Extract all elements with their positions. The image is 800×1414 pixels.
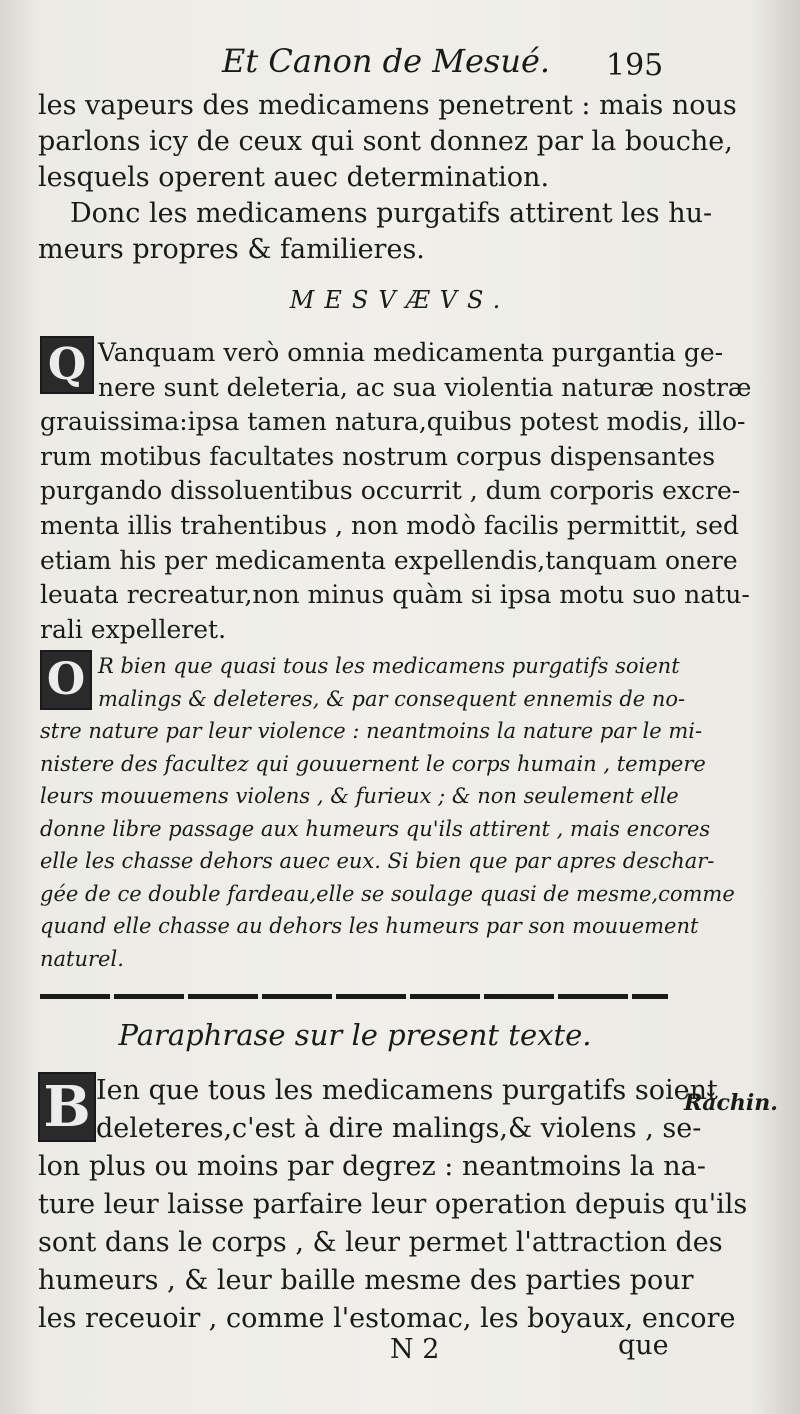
running-head	[0, 42, 800, 86]
text-line: sont dans le corps , & leur permet l'attraction des	[38, 1227, 723, 1258]
decorative-rule	[40, 994, 668, 999]
text-line: elle les chasse dehors auec eux. Si bien que par apres deschar-	[40, 849, 715, 873]
text-line: parlons icy de ceux qui sont donnez par la bouche,	[38, 126, 733, 157]
text-line: nere sunt deleteria, ac sua violentia naturæ nostræ	[98, 372, 752, 402]
text-line: naturel.	[40, 946, 124, 971]
text-line: nistere des facultez qui gouuernent le corps humain , tempere	[40, 751, 706, 776]
text-line: quand elle chasse au dehors les humeurs par son mouuement	[40, 914, 699, 938]
text-line: grauissima:ipsa tamen natura,quibus potest modis, illo-	[40, 407, 746, 437]
text-line: gée de ce double fardeau,elle se soulage quasi de mesme,comme	[40, 881, 735, 906]
text-line: lesquels operent auec determination.	[38, 162, 550, 193]
text-line: rali expelleret.	[40, 614, 227, 644]
text-line: leuata recreatur,non minus quàm si ipsa motu suo natu-	[40, 580, 750, 610]
section-heading-paraphrase: Paraphrase sur le present texte.	[118, 1018, 592, 1052]
paragraph-2	[38, 196, 713, 268]
text-line: stre nature par leur violence : neantmoins la nature par le mi-	[40, 719, 703, 743]
margin-note: Răchin.	[684, 1090, 778, 1116]
text-line: Donc les medicamens purgatifs attirent les hu-	[70, 198, 713, 229]
text-line: deleteres,c'est à dire malings,& violens , se-	[96, 1113, 702, 1144]
text-line: menta illis trahentibus , non modò facilis permittit, sed	[40, 510, 739, 540]
text-line: lon plus ou moins par degrez : neantmoins la na-	[38, 1151, 706, 1182]
text-line: les vapeurs des medicamens penetrent : mais nous	[38, 90, 737, 121]
text-line: meurs propres & familieres.	[38, 234, 425, 265]
text-line: purgando dissoluentibus occurrit , dum corporis excre-	[40, 476, 741, 506]
french-translation-block	[40, 650, 735, 975]
decorated-initial-o: O	[40, 650, 92, 710]
catchword: que	[618, 1330, 669, 1361]
text-line: les receuoir , comme l'estomac, les boyaux, encore	[38, 1303, 736, 1334]
text-line: Ien que tous les medicamens purgatifs soient	[96, 1075, 718, 1106]
text-line: Vanquam verò omnia medicamenta purgantia ge-	[98, 338, 724, 367]
page-number: 195	[606, 48, 664, 83]
section-heading-mesuaeus: MESVÆVS.	[289, 286, 511, 314]
decorated-initial-q: Q	[40, 336, 94, 394]
text-line: rum motibus facultates nostrum corpus dispensantes	[40, 441, 716, 471]
text-line: leurs mouuemens violens , & furieux ; & non seulement elle	[40, 784, 679, 808]
running-title: Et Canon de Mesué.	[222, 42, 551, 80]
signature-mark: N 2	[390, 1334, 440, 1365]
decorated-initial-b: B	[38, 1072, 96, 1142]
text-line: donne libre passage aux humeurs qu'ils attirent , mais encores	[40, 816, 711, 841]
text-line: etiam his per medicamenta expellendis,tanquam onere	[40, 545, 738, 575]
text-line: malings & deleteres, & par consequent ennemis de no-	[98, 686, 686, 711]
text-line: ture leur laisse parfaire leur operation depuis qu'ils	[38, 1189, 748, 1220]
text-line: humeurs , & leur baille mesme des parties pour	[38, 1265, 694, 1296]
latin-text-block	[40, 336, 752, 647]
paragraph-1	[38, 88, 737, 196]
text-line: R bien que quasi tous les medicamens purgatifs soient	[98, 654, 680, 678]
